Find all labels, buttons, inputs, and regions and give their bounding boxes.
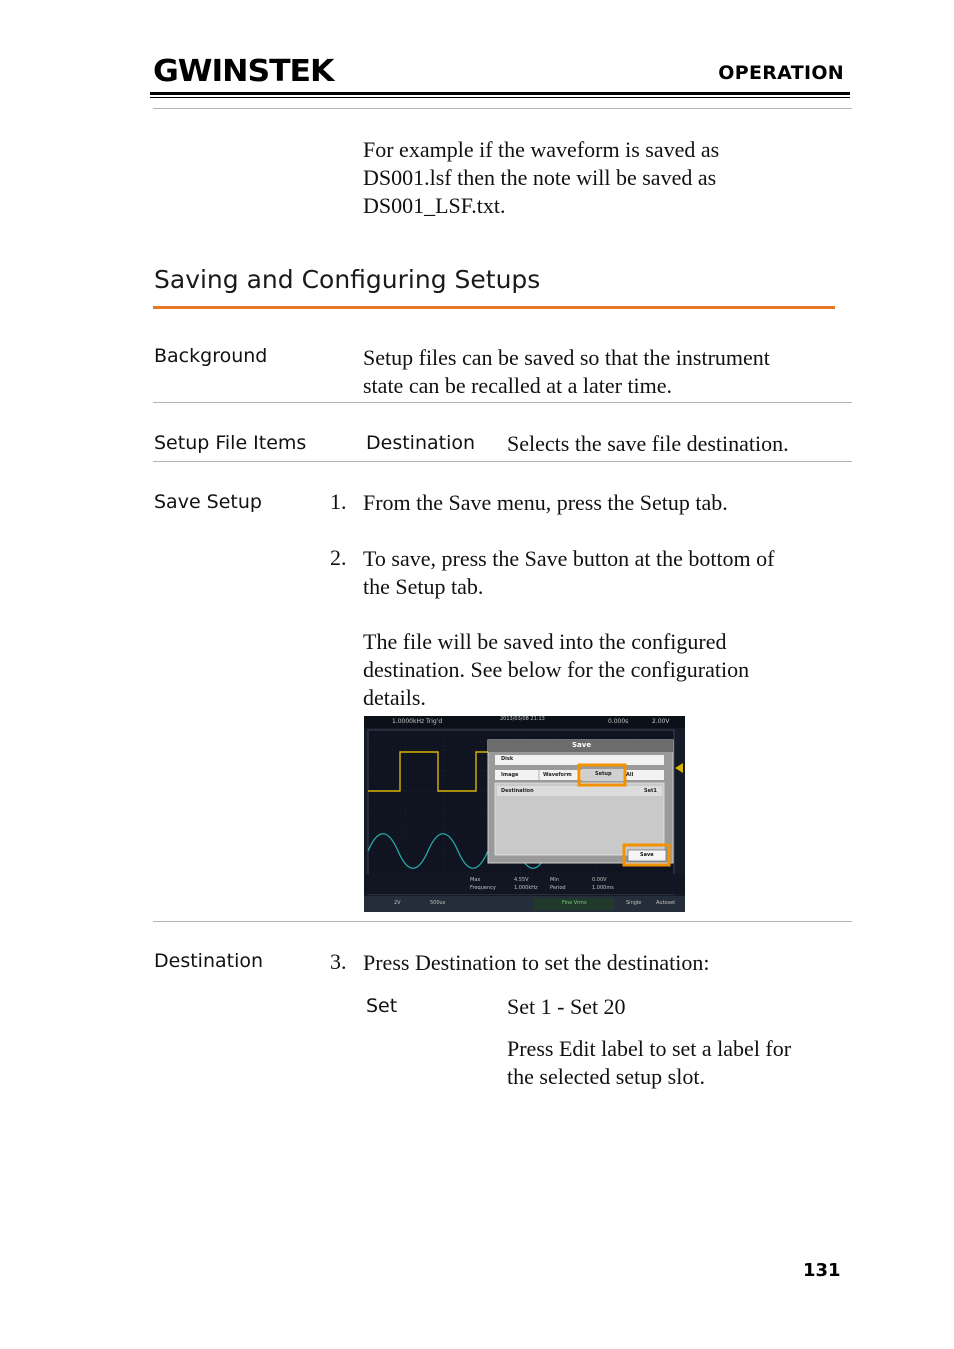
edit-label-line: the selected setup slot.: [507, 1064, 705, 1089]
intro-line: DS001_LSF.txt.: [363, 193, 506, 218]
autoset-button[interactable]: Autoset: [656, 900, 676, 906]
setup-file-items-label: Setup File Items: [154, 432, 307, 454]
meas-min-value: 0.00V: [592, 877, 607, 883]
step-2-line: the Setup tab.: [363, 574, 484, 599]
header-rule-thin: [150, 97, 850, 98]
intro-line: For example if the waveform is saved as: [363, 137, 720, 162]
timebase-readout: 500us: [430, 900, 446, 906]
tab-all[interactable]: All: [626, 772, 634, 778]
meas-freq-value: 1.000kHz: [514, 885, 538, 891]
divider: [153, 461, 852, 462]
save-note: [363, 628, 749, 712]
set-range: Set 1 - Set 20: [507, 994, 626, 1019]
disk-label[interactable]: Disk: [501, 756, 514, 762]
save-dialog-title: Save: [572, 741, 592, 749]
intro-paragraph: [363, 136, 719, 220]
meas-min-label: Min: [550, 877, 559, 883]
header-rule-thick: [150, 92, 850, 95]
background-text: [363, 344, 770, 400]
tab-setup[interactable]: Setup: [595, 771, 612, 777]
save-note-line: The file will be saved into the configured: [363, 629, 727, 654]
save-note-line: details.: [363, 685, 426, 710]
single-button[interactable]: Single: [626, 900, 642, 906]
brand-logo: GWINSTEK: [153, 54, 334, 89]
destination-field-value: Set1: [644, 788, 657, 794]
divider: [153, 921, 852, 922]
scope-datetime: 2013/03/08 21:13: [500, 716, 545, 722]
scope-freq-readout: 1.0000kHz: [392, 718, 425, 725]
scope-time-offset: 0.000s: [608, 718, 629, 725]
divider: [153, 108, 852, 109]
item-desc-destination: Selects the save file destination.: [507, 431, 789, 456]
step-number: 3.: [330, 949, 347, 974]
meas-max-label: Max: [470, 877, 481, 883]
save-setup-label: Save Setup: [154, 491, 262, 513]
section-heading: Saving and Configuring Setups: [154, 265, 541, 294]
mode-readout: Fine Vrms: [562, 900, 587, 906]
tab-waveform[interactable]: Waveform: [543, 772, 572, 778]
scope-trigger-level: 2.00V: [652, 718, 670, 725]
section-title: OPERATION: [718, 62, 844, 84]
page-number: 131: [803, 1260, 841, 1281]
step-1-text: From the Save menu, press the Setup tab.: [363, 490, 728, 515]
scope-save-button[interactable]: Save: [640, 852, 654, 858]
background-label: Background: [154, 345, 268, 367]
scope-trigger-status: Trig'd: [426, 718, 443, 725]
ch1-scale: 2V: [394, 900, 401, 906]
meas-freq-label: Frequency: [470, 885, 496, 891]
save-note-line: destination. See below for the configuration: [363, 657, 750, 682]
step-2-line: To save, press the Save button at the bottom of: [363, 546, 775, 571]
item-name-destination: Destination: [366, 432, 476, 454]
meas-max-value: 4.55V: [514, 877, 529, 883]
intro-line: DS001.lsf then the note will be saved as: [363, 165, 717, 190]
oscilloscope-screenshot: [364, 716, 685, 912]
destination-label: Destination: [154, 950, 264, 972]
destination-field-label[interactable]: Destination: [501, 788, 534, 794]
step-2-text: [363, 545, 775, 601]
set-label: Set: [366, 995, 398, 1017]
step-3-text: Press Destination to set the destination:: [363, 950, 710, 975]
heading-underline: [153, 306, 835, 309]
divider: [153, 402, 852, 403]
tab-image[interactable]: Image: [501, 772, 519, 778]
background-line: Setup files can be saved so that the instrument: [363, 345, 770, 370]
step-number: 1.: [330, 489, 347, 514]
meas-period-value: 1.000ms: [592, 885, 614, 891]
edit-label-note: [507, 1035, 791, 1091]
meas-period-label: Period: [550, 885, 566, 891]
background-line: state can be recalled at a later time.: [363, 373, 673, 398]
edit-label-line: Press Edit label to set a label for: [507, 1036, 792, 1061]
step-number: 2.: [330, 545, 347, 570]
